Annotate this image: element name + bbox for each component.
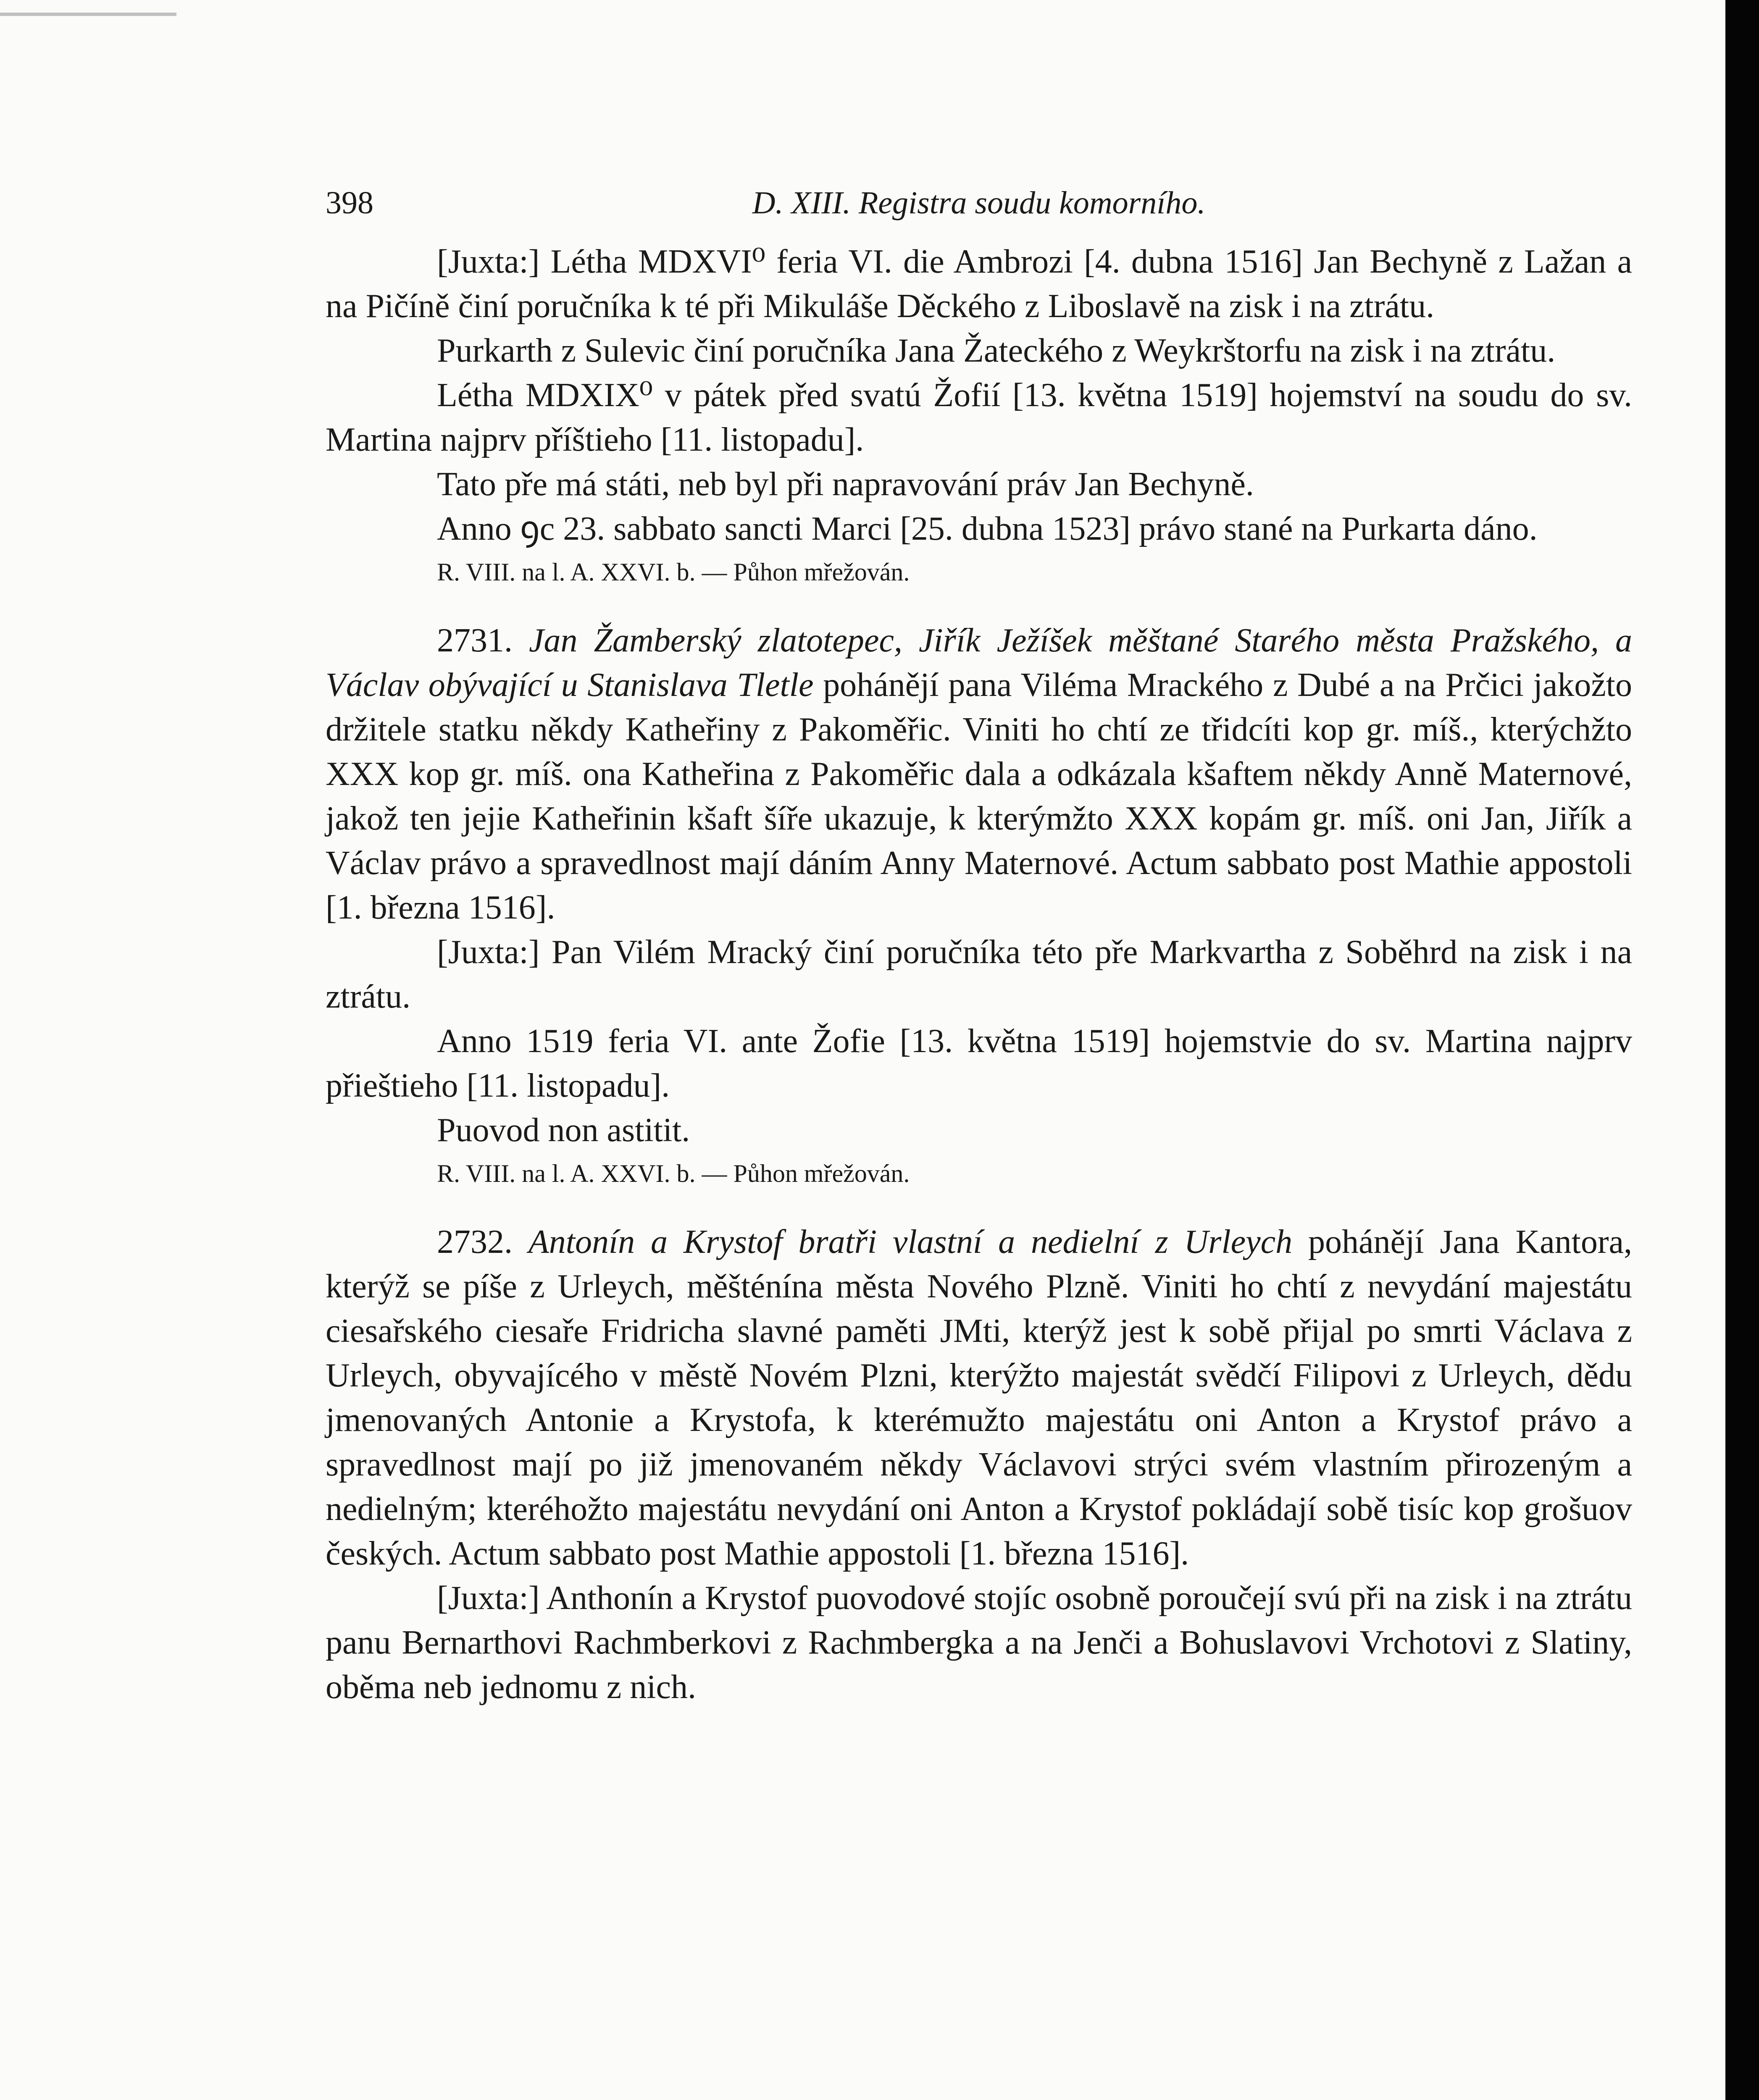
entry-number-2731: 2731. [437, 622, 513, 659]
paragraph-puovod: Puovod non astitit. [437, 1112, 690, 1149]
entry-2731-parties: Jan Žamberský zlatotepec, Jiřík Ježíšek měštané Starého města Pražského, a Václav obývající u Stanislava Tletle [326, 622, 1633, 704]
scan-border-edge [1725, 0, 1759, 2100]
entry-number-2732: 2732. [437, 1223, 513, 1260]
scan-artifact-mark [0, 13, 176, 16]
page-header [326, 181, 1632, 239]
paragraph-tato-pre: Tato pře má státi, neb byl při napravování práv Jan Bechyně. [437, 466, 1254, 503]
paragraph-letha-1519: Létha MDXIX⁰ v pátek před svatú Žofií [13. května 1519] hojemství na soudu do sv. Martina najprv příštieho [11. listopadu]. [326, 377, 1632, 458]
entry-2732 [326, 1220, 1632, 1576]
source-note-2: R. VIII. na l. A. XXVI. b. — Půhon mřežován. [437, 1160, 910, 1187]
paragraph-juxta-1: [Juxta:] Létha MDXVI⁰ feria VI. die Ambrozi [4. dubna 1516] Jan Bechyně z Lažan a na Pičíně činí poručníka k té při Mikuláše Děckého z Liboslavě na zisk i na ztrátu. [326, 243, 1632, 325]
entry-2731 [326, 618, 1632, 930]
entry-2732-body: pohánějí Jana Kantora, kterýž se píše z Urleych, měšténína města Nového Plzně. Viniti ho chtí z nevydání majestátu ciesařského ciesaře Fridricha slavné paměti JMti, kterýž jest k sobě přijal po smrti Václava z Urleych, obyvajícého v městě Novém Plzni, kterýžto majestát svědčí Filipovi z Urleych, dědu jmenovaných Antonie a Krystofa, k kterémužto majestátu oni Anton a Krystof právo a spravedlnost mají po již jmenovaném někdy Václavovi strýci svém vlastním přirozeným a nedielným; kteréhožto majestátu nevydání oni Anton a Krystof pokládají sobě tisíc kop grošuov českých. Actum sabbato post Mathie appostoli [1. března 1516]. [326, 1223, 1633, 1572]
entry-2732-parties: Antonín a Krystof bratři vlastní a nedielní z Urleych [528, 1223, 1293, 1260]
source-note-1: R. VIII. na l. A. XXVI. b. — Půhon mřežován. [437, 558, 910, 586]
paragraph-juxta-3: [Juxta:] Anthonín a Krystof puovodové stojíc osobně poroučejí svú při na zisk i na ztrátu panu Bernarthovi Rachmberkovi z Rachmbergka a na Jenči a Bohuslavovi Vrchotovi z Slatiny, oběma neb jednomu z nich. [326, 1580, 1632, 1706]
page-text-block [326, 181, 1632, 1709]
page-number: 398 [326, 185, 373, 220]
entry-2731-body: pohánějí pana Viléma Mrackého z Dubé a na Prčici jakožto držitele statku někdy Katheřiny z Pakoměřic. Viniti ho chtí ze třidcíti kop gr. míš., kterýchžto XXX kop gr. míš. ona Katheřina z Pakoměřic dala a odkázala kšaftem někdy Anně Maternové, jakož ten jejie Katheřinin kšaft šíře ukazuje, k kterýmžto XXX kopám gr. míš. oni Jan, Jiřík a Václav právo a spravedlnost mají dáním Anny Maternové. Actum sabbato post Mathie appostoli [1. března 1516]. [326, 667, 1633, 926]
paragraph-juxta-2: [Juxta:] Pan Vilém Mracký činí poručníka této pře Markvartha z Soběhrd na zisk i na ztrátu. [326, 934, 1632, 1015]
paragraph-anno-23: Anno ꝯc 23. sabbato sancti Marci [25. dubna 1523] právo stané na Purkarta dáno. [437, 510, 1538, 547]
running-title: D. XIII. Registra soudu komorního. [752, 185, 1206, 220]
paragraph-anno-1519: Anno 1519 feria VI. ante Žofie [13. května 1519] hojemstvie do sv. Martina najprv přieštieho [11. listopadu]. [326, 1023, 1632, 1104]
paragraph-purkarth: Purkarth z Sulevic činí poručníka Jana Žateckého z Weykrštorfu na zisk i na ztrátu. [437, 332, 1556, 369]
